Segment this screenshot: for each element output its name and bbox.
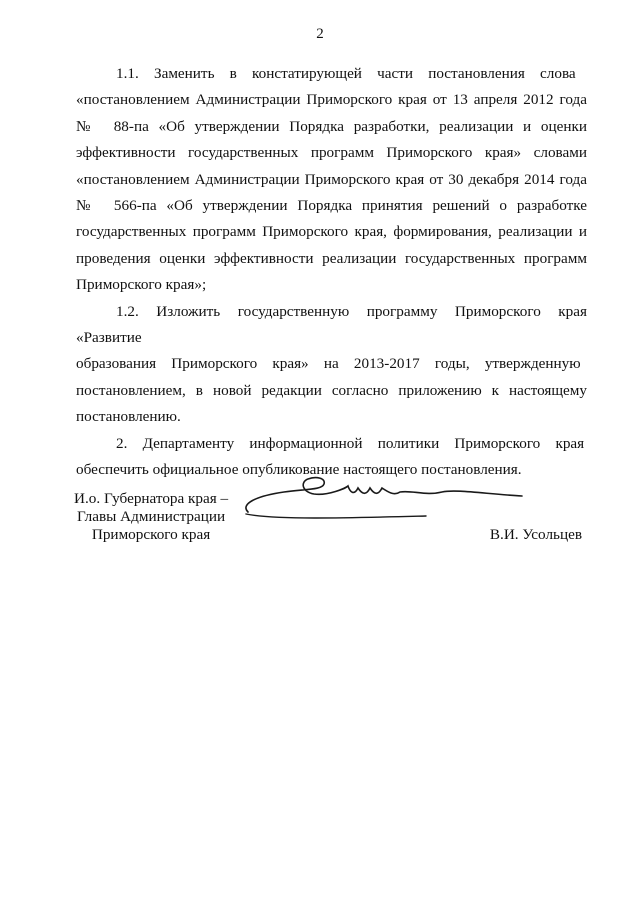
signatory-position [74, 490, 228, 544]
position-line: Приморского края [91, 526, 211, 543]
text-line: образования Приморского края» на 2013-2017 годы, утвержденную [76, 355, 581, 373]
text-line: проведения оценки эффективности реализации государственных программ [76, 249, 587, 267]
page-number: 2 [316, 26, 324, 42]
text-line: № 88-па «Об утверждении Порядка разработки, реализации и оценки [76, 117, 587, 135]
text-line: обеспечить официальное опубликование настоящего постановления. [76, 461, 522, 479]
text-line: «постановлением Администрации Приморского края от 30 декабря 2014 года [76, 170, 587, 188]
text-line: постановлением, в новой редакции согласно приложению к настоящему [76, 381, 587, 399]
paragraph-1-1 [76, 61, 587, 299]
text-line: 2. Департаменту информационной политики Приморского края [116, 434, 585, 452]
text-line: эффективности государственных программ Приморского края» словами [76, 144, 587, 162]
text-line: № 566-па «Об утверждении Порядка принятия решений о разработке [76, 197, 587, 215]
position-line: Главы Администрации [77, 508, 226, 525]
text-line: постановлению. [76, 408, 181, 426]
document-body [76, 61, 587, 484]
text-line: 1.1. Заменить в констатирующей части постановления слова [116, 65, 576, 82]
paragraph-1-2 [76, 299, 587, 431]
handwritten-signature [236, 470, 536, 530]
text-line: государственных программ Приморского края, формирования, реализации и [76, 223, 587, 241]
text-line: Приморского края»; [76, 276, 207, 294]
signatory-name: В.И. Усольцев [489, 526, 582, 543]
text-line: «постановлением Администрации Приморского края от 13 апреля 2012 года [76, 91, 587, 109]
position-line: И.о. Губернатора края – [74, 490, 229, 507]
text-line: 1.2. Изложить государственную программу Приморского края «Развитие [76, 302, 587, 347]
